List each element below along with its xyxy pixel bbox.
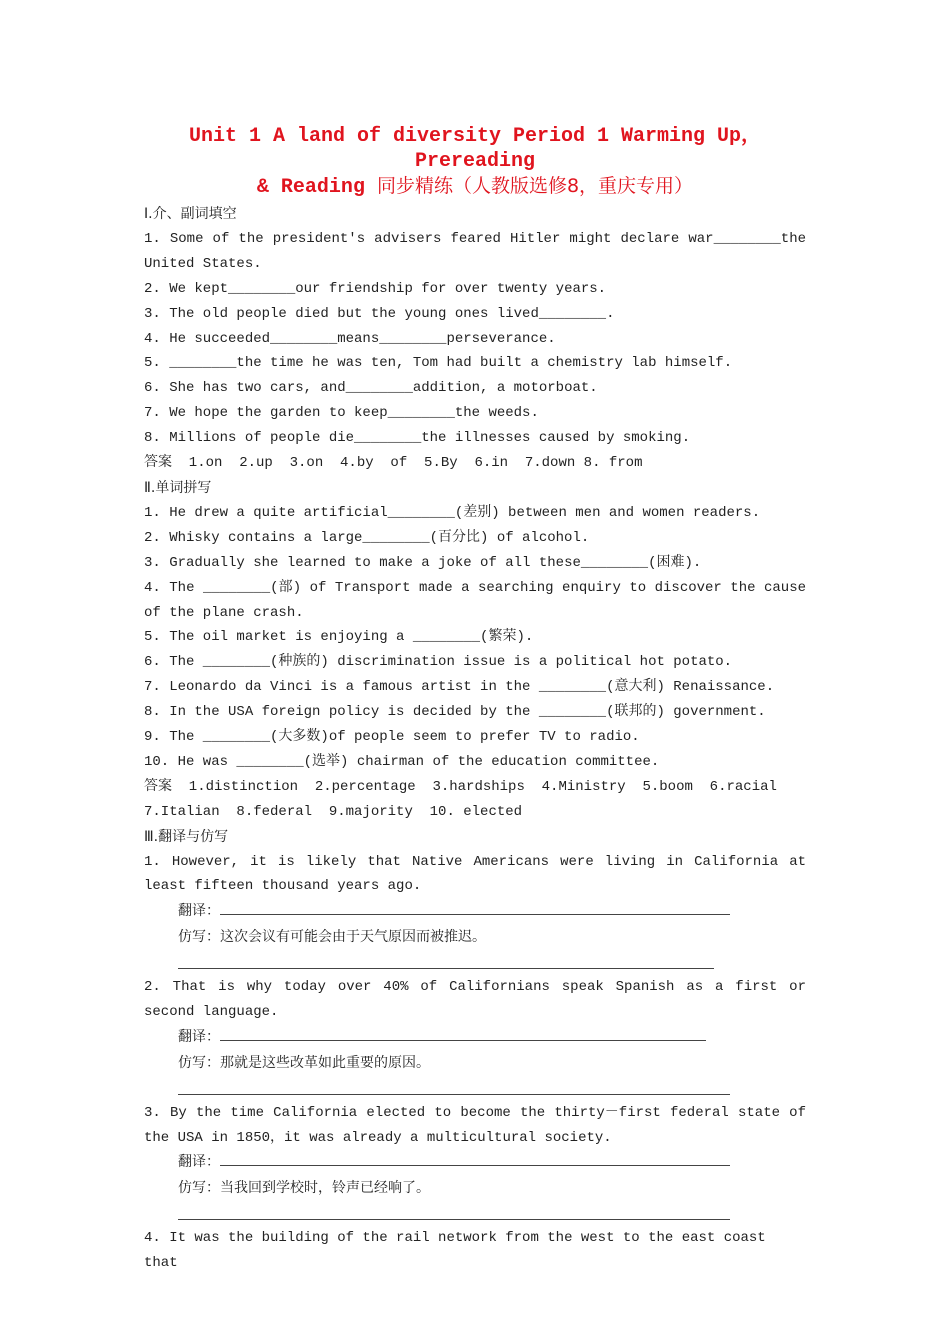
question-2-4: 4. The ________(部) of Transport made a searching enquiry to discover the cause of the plane crash. bbox=[144, 579, 815, 621]
question-2-3: 3. Gradually she learned to make a joke of all these________(困难). bbox=[144, 554, 702, 571]
imitation-answer-line-2[interactable] bbox=[178, 1076, 806, 1101]
translate-label: 翻译： bbox=[178, 903, 220, 920]
translation-sentence-2: 2. That is why today over 40% of Californians speak Spanish as a first or second language. bbox=[144, 979, 815, 1020]
section-3-heading: Ⅲ.翻译与仿写 bbox=[144, 828, 229, 845]
question-2-5: 5. The oil market is enjoying a ________(繁荣). bbox=[144, 629, 534, 646]
question-1-4: 4. He succeeded________means________perseverance. bbox=[144, 330, 556, 347]
question-1-1: 1. Some of the president's advisers feared Hitler might declare war________the United States. bbox=[144, 230, 815, 272]
question-2-2: 2. Whisky contains a large________(百分比) of alcohol. bbox=[144, 529, 590, 546]
imitation-prompt-1: 仿写：这次会议有可能会由于天气原因而被推迟。 bbox=[178, 929, 486, 946]
title-line-2-en: & Reading bbox=[256, 176, 365, 199]
question-2-9: 9. The ________(大多数)of people seem to prefer TV to radio. bbox=[144, 729, 640, 746]
section-2-answer-line-1: 答案 1.distinction 2.percentage 3.hardships 4.Ministry 5.boom 6.racial bbox=[144, 778, 777, 795]
translation-line-1 bbox=[144, 899, 806, 925]
translation-sentence-1: 1. However, it is likely that Native Americans were living in California at least fifteen thousand years ago. bbox=[144, 853, 815, 895]
translation-line-2 bbox=[144, 1025, 806, 1051]
title-line-2-cn: 同步精练（人教版选修8，重庆专用） bbox=[376, 175, 694, 197]
imitation-answer-line-3[interactable] bbox=[178, 1201, 806, 1226]
translation-answer-field[interactable] bbox=[220, 1151, 730, 1166]
question-1-2: 2. We kept________our friendship for over twenty years. bbox=[144, 280, 607, 297]
translation-sentence-3: 3. By the time California elected to become the thirty－first federal state of the USA in 1850，it was already a multicultural society. bbox=[144, 1104, 815, 1146]
translate-label: 翻译： bbox=[178, 1154, 220, 1171]
question-1-6: 6. She has two cars, and________addition, a motorboat. bbox=[144, 380, 598, 397]
translation-sentence-4: 4. It was the building of the rail network from the west to the east coast that bbox=[144, 1230, 775, 1272]
imitation-prompt-3: 仿写：当我回到学校时，铃声已经响了。 bbox=[178, 1180, 430, 1197]
section-2-answer-line-2: 7.Italian 8.federal 9.majority 10. elected bbox=[144, 803, 523, 820]
title-line-2 bbox=[134, 174, 816, 200]
document-page bbox=[144, 124, 815, 1276]
question-1-8: 8. Millions of people die________the illnesses caused by smoking. bbox=[144, 430, 691, 447]
translation-answer-field[interactable] bbox=[220, 900, 730, 915]
question-1-3: 3. The old people died but the young ones lived________. bbox=[144, 305, 615, 322]
page-title bbox=[134, 124, 816, 200]
imitation-prompt-2: 仿写：那就是这些改革如此重要的原因。 bbox=[178, 1054, 430, 1071]
section-1-heading: I.介、副词填空 bbox=[144, 206, 237, 222]
question-2-1: 1. He drew a quite artificial________(差别) between men and women readers. bbox=[144, 504, 761, 521]
title-line-1: Unit 1 A land of diversity Period 1 Warming Up，Prereading bbox=[188, 125, 762, 173]
question-2-6: 6. The ________(种族的) discrimination issue is a political hot potato. bbox=[144, 654, 733, 671]
translate-label: 翻译： bbox=[178, 1028, 220, 1045]
question-2-10: 10. He was ________(选举) chairman of the education committee. bbox=[144, 753, 660, 770]
translation-line-3 bbox=[144, 1150, 806, 1176]
question-2-7: 7. Leonardo da Vinci is a famous artist in the ________(意大利) Renaissance. bbox=[144, 679, 775, 696]
section-2-heading: Ⅱ.单词拼写 bbox=[144, 479, 212, 496]
translation-answer-field[interactable] bbox=[220, 1026, 706, 1041]
question-1-7: 7. We hope the garden to keep________the weeds. bbox=[144, 405, 539, 422]
imitation-answer-line-1[interactable] bbox=[178, 950, 806, 975]
question-2-8: 8. In the USA foreign policy is decided by the ________(联邦的) government. bbox=[144, 704, 766, 721]
question-1-5: 5. ________the time he was ten, Tom had built a chemistry lab himself. bbox=[144, 355, 733, 372]
section-1-answer: 答案 1.on 2.up 3.on 4.by of 5.By 6.in 7.down 8. from bbox=[144, 455, 643, 472]
